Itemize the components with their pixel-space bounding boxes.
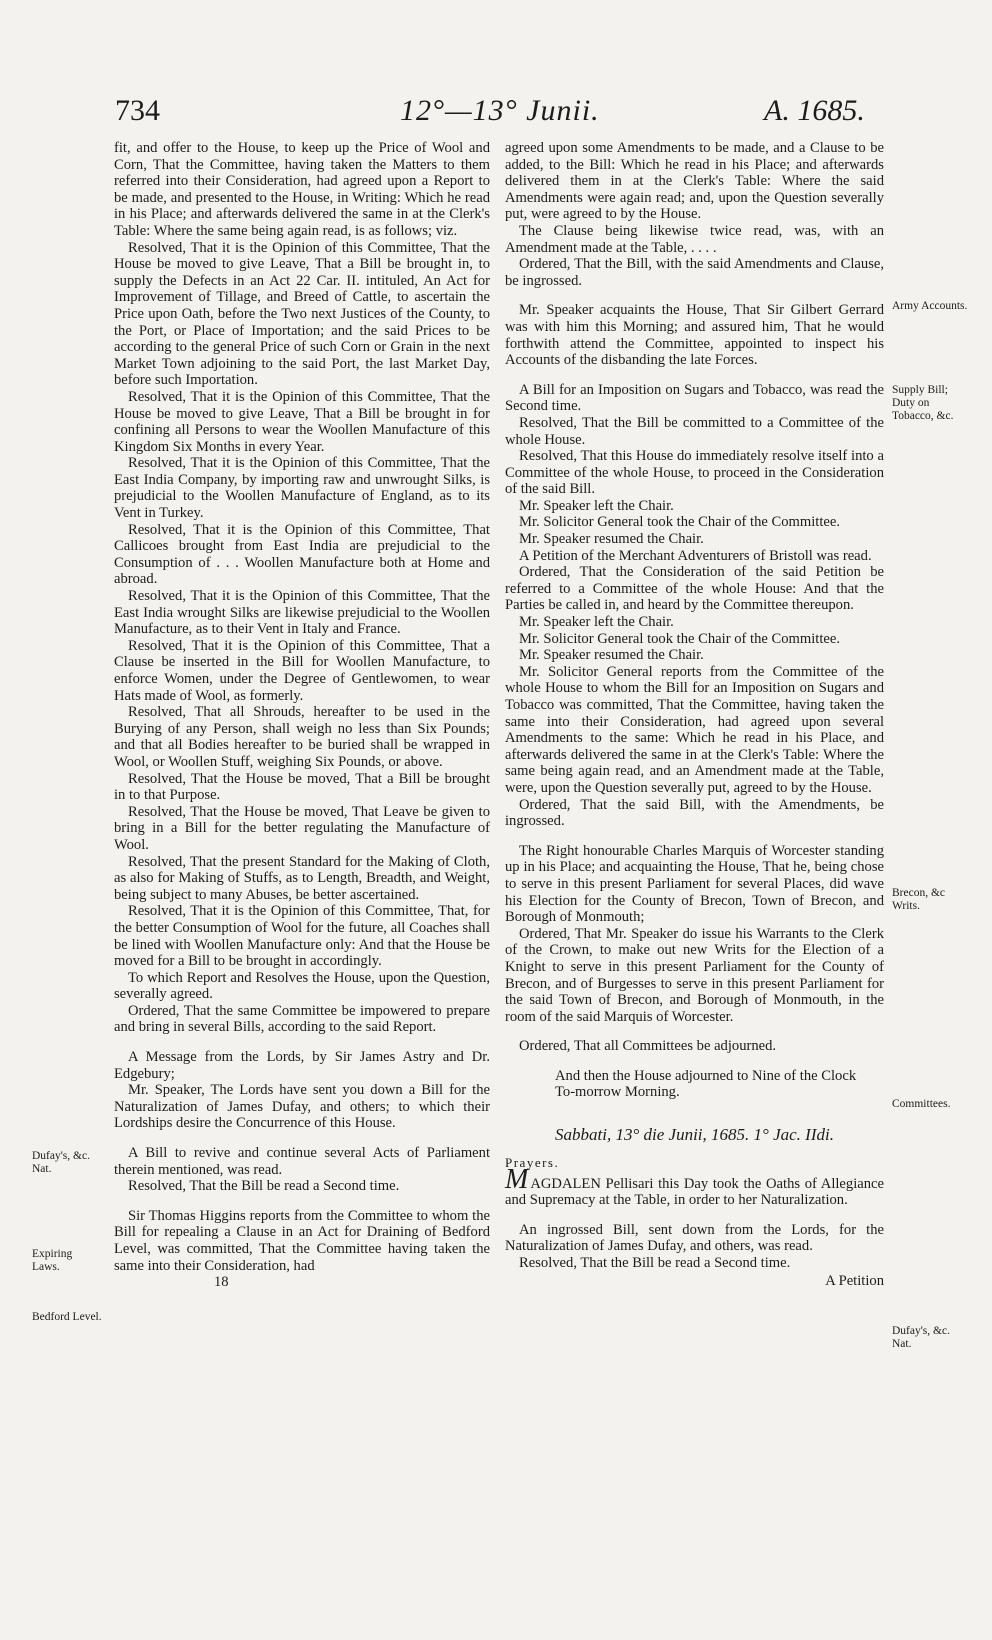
paragraph: Resolved, That the Bill be read a Second time. <box>128 1178 400 1195</box>
paragraph: Resolved, That it is the Opinion of this Committee, That a Clause be inserted in the Bill for Woollen Manufacture, to enforce Women, under the Degree of Gentlewomen, to wear Hats made of Wool, as formerly. <box>114 637 490 704</box>
paragraph: fit, and offer to the House, to keep up the Price of Wool and Corn, That the Committee, having taken the Matters to them referred into their Consideration, had agreed upon a Report to be made, and presented to the House, in Writing: Which he read in his Place; and afterwards delivered the same in at the Clerk's Table: Where the same being again read, is as follows; viz. <box>114 140 490 239</box>
margin-note-expiring-laws: Expiring Laws. <box>32 1248 73 1273</box>
margin-note-bedford-level: Bedford Level. <box>32 1311 102 1323</box>
paragraph: Resolved, That it is the Opinion of this Committee, That the House be moved to give Leave, That a Bill be brought in for confining all Persons to wear the Woollen Manufacture of this Kingdom Six Months in every Year. <box>114 388 490 455</box>
paragraph: Resolved, That it is the Opinion of this Committee, That, for the better Consumption of Wool for the future, all Coaches shall be lined with Woollen Manufacture only: And that the House be moved for a Bill to be brought in accordingly. <box>114 903 490 970</box>
paragraph: Mr. Speaker resumed the Chair. <box>519 647 704 664</box>
paragraph: agreed upon some Amendments to be made, and a Clause to be added, to the Bill: Which he read in his Place; and afterwards delivered them in at the Clerk's Table: Where the said Amendments were again read; and, upon the Question severally put, were agreed to by the House. <box>505 140 884 223</box>
paragraph: Mr. Speaker left the Chair. <box>519 614 674 631</box>
paragraph: Resolved, That it is the Opinion of this Committee, That the East India wrought Silks are likewise prejudicial to the Woollen Manufacture, as to their Vent in Italy and France. <box>114 588 490 638</box>
paragraph: The Right honourable Charles Marquis of Worcester standing up in his Place; and acquainting the House, That he, being chose to serve in this present Parliament for several Places, did wave his Election for the County of Brecon, Town of Brecon, and Borough of Monmouth; <box>505 842 884 926</box>
left-column <box>114 140 490 1291</box>
paragraph: A Bill for an Imposition on Sugars and Tobacco, was read the Second time. <box>505 381 884 415</box>
paragraph: Mr. Solicitor General took the Chair of the Committee. <box>519 630 840 647</box>
adjournment-note: And then the House adjourned to Nine of the Clock To-morrow Morning. <box>555 1067 857 1101</box>
signature-mark: 18 <box>214 1274 229 1291</box>
paragraph: Resolved, That this House do immediately resolve itself into a Committee of the whole House, to proceed in the Consideration of the said Bill. <box>505 448 884 498</box>
paragraph: Ordered, That the Consideration of the said Petition be referred to a Committee of the whole House: And that the Parties be called in, and heard by the Committee thereupon. <box>505 564 884 614</box>
margin-note-supply-bill: Supply Bill; Duty on Tobacco, &c. <box>892 384 954 422</box>
paragraph: A Message from the Lords, by Sir James Astry and Dr. Edgebury; <box>114 1049 490 1082</box>
paragraph: To which Report and Resolves the House, upon the Question, severally agreed. <box>114 969 490 1003</box>
drop-capital: M <box>505 1163 529 1195</box>
catchword: A Petition <box>825 1272 884 1289</box>
paragraph: Resolved, That the present Standard for the Making of Cloth, as also for Making of Stuffs, as to Length, Breadth, and Weight, being subject to many Abuses, be better ascertained. <box>114 853 490 903</box>
margin-note-brecon-writs: Brecon, &c Writs. <box>892 887 946 912</box>
paragraph: Resolved, That all Shrouds, hereafter to be used in the Burying of any Person, shall weigh no less than Six Pounds; and that all Bodies hereafter to be buried shall be wrapped in Wool, or Woollen Stuff, weighing Six Pounds, or above. <box>114 704 490 770</box>
right-column <box>505 140 884 1289</box>
page-date-heading: 12°—13° Junii. <box>400 94 600 127</box>
paragraph: A Petition of the Merchant Adventurers of Bristoll was read. <box>519 547 872 564</box>
paragraph: Ordered, That all Committees be adjourned. <box>519 1038 777 1055</box>
paragraph: The Clause being likewise twice read, was, with an Amendment made at the Table, . . . . <box>505 222 884 256</box>
paragraph: Ordered, That the same Committee be impowered to prepare and bring in several Bills, according to the said Report. <box>114 1002 490 1036</box>
page-number: 734 <box>115 94 160 127</box>
paragraph: Mr. Speaker acquaints the House, That Sir Gilbert Gerrard was with him this Morning; and assured him, That he would forthwith attend the Committee, appointed to inspect his Accounts of the disbanding the late Forces. <box>505 302 884 369</box>
paragraph: Resolved, That the House be moved, That a Bill be brought in to that Purpose. <box>114 770 490 804</box>
paragraph: Ordered, That the Bill, with the said Amendments and Clause, be ingrossed. <box>505 256 884 289</box>
margin-note-committees: Committees. <box>892 1098 951 1110</box>
margin-note-army-accounts: Army Accounts. <box>892 300 968 312</box>
paragraph: Resolved, That it is the Opinion of this Committee, That the House be moved to give Leave, That a Bill be brought in, to supply the Defects in an Act 22 Car. II. intituled, An Act for Improvement of Tillage, and Breed of Cattle, to ascertain the Price upon Oath, before the Two next Justices of the County, to the Port, or Place of Importation; and the said Prices to be according to the general Price of such Corn or Grain in the next Market Town adjoining to the said Port, the last Market Day, before such Importation. <box>114 239 490 389</box>
paragraph: Mr. Solicitor General reports from the Committee of the whole House to whom the Bill for an Imposition on Sugars and Tobacco was committed, That the Committee, having taken the same into their Consideration, had agreed upon several Amendments to the same: Which he read in his Place, and afterwards delivered the same in at the Clerk's Table: Where the same being again read, and an Amendment made at the Table, were, upon the Question severally put, agreed to by the House. <box>505 663 884 796</box>
margin-note-dufay-2: Dufay's, &c. Nat. <box>892 1325 950 1350</box>
paragraph: Sir Thomas Higgins reports from the Committee to whom the Bill for repealing a Clause in an Act for Draining of Bedford Level, was committed, That the Committee having taken the same into their Consideration, had <box>114 1207 490 1274</box>
dropcap-paragraph-text: AGDALEN Pellisari this Day took the Oaths of Allegiance and Supremacy at the Table, in order to her Naturalization. <box>505 1175 884 1209</box>
paragraph: Ordered, That the said Bill, with the Amendments, be ingrossed. <box>505 796 884 830</box>
paragraph: Resolved, That the Bill be read a Second time. <box>519 1255 791 1272</box>
paragraph: Ordered, That Mr. Speaker do issue his Warrants to the Clerk of the Crown, to make out new Writs for the Election of a Knight to serve in this present Parliament for the County of Brecon, and of Burgesses to serve in this present Parliament for the said Town of Brecon, and Borough of Monmouth, in the room of the said Marquis of Worcester. <box>505 925 884 1025</box>
paragraph: Mr. Speaker, The Lords have sent you down a Bill for the Naturalization of James Dufay, and others; to which their Lordships desire the Concurrence of this House. <box>114 1082 490 1132</box>
prayers-heading: Prayers. <box>505 1155 560 1171</box>
paragraph: Resolved, That the House be moved, That Leave be given to bring in a Bill for the better regulating the Manufacture of Wool. <box>114 803 490 853</box>
paragraph: Mr. Speaker left the Chair. <box>519 497 674 514</box>
paragraph: Resolved, That it is the Opinion of this Committee, That Callicoes brought from East India are prejudicial to the Consumption of . . . Woollen Manufacture both at Home and abroad. <box>114 521 490 588</box>
paragraph: Mr. Speaker resumed the Chair. <box>519 531 704 548</box>
paragraph: Mr. Solicitor General took the Chair of the Committee. <box>519 514 840 531</box>
margin-note-dufay: Dufay's, &c. Nat. <box>32 1150 90 1175</box>
sitting-heading: Sabbati, 13° die Junii, 1685. 1° Jac. IIdi. <box>555 1125 834 1145</box>
page-year: A. 1685. <box>764 94 865 127</box>
paragraph: Resolved, That it is the Opinion of this Committee, That the East India Company, by importing raw and unwrought Silks, is prejudicial to the Woollen Manufacture of England, as to its Vent in Turkey. <box>114 455 490 522</box>
paragraph: Resolved, That the Bill be committed to a Committee of the whole House. <box>505 414 884 448</box>
paragraph: A Bill to revive and continue several Acts of Parliament therein mentioned, was read. <box>114 1145 490 1178</box>
paragraph: An ingrossed Bill, sent down from the Lords, for the Naturalization of James Dufay, and others, was read. <box>505 1221 884 1255</box>
